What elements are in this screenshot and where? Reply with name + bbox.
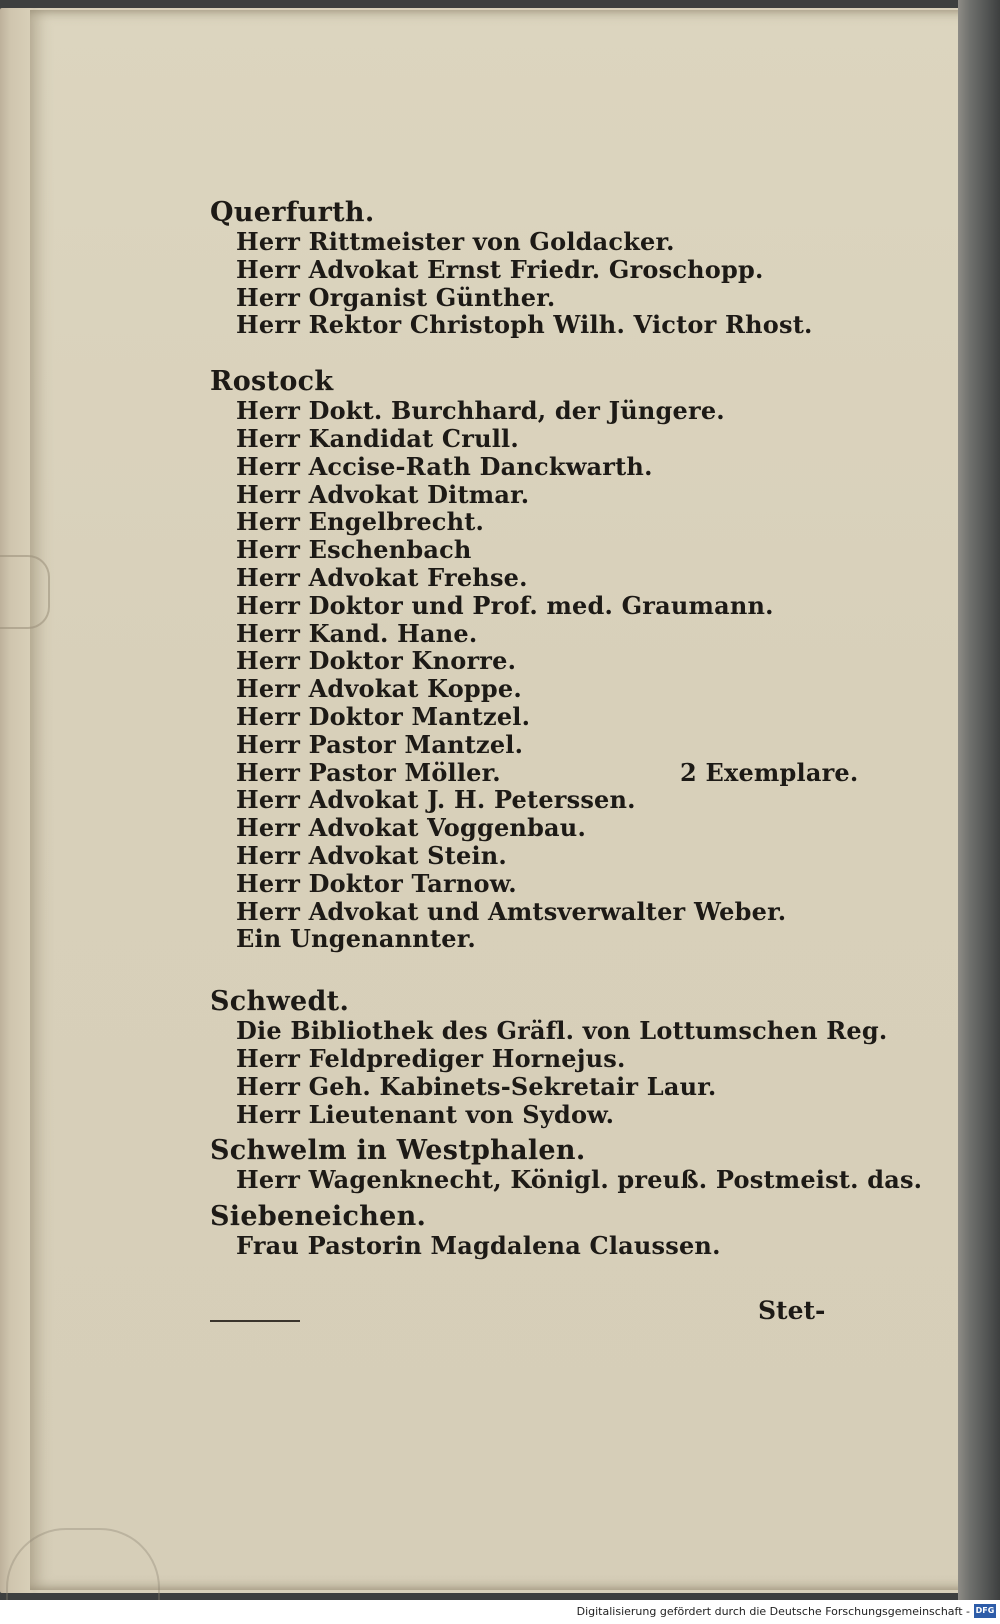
list-item: Herr Feldprediger Hornejus. bbox=[236, 1043, 626, 1073]
list-item: Herr Accise-Rath Danckwarth. bbox=[236, 451, 653, 481]
list-item: Herr Doktor Tarnow. bbox=[236, 868, 517, 898]
list-item: Herr Advokat J. H. Peterssen. bbox=[236, 785, 636, 815]
list-item: Herr Wagenknecht, Königl. preuß. Postmeist. das. bbox=[236, 1165, 923, 1195]
list-item: Herr Advokat Stein. bbox=[236, 840, 507, 870]
town-heading: Schwelm in Westphalen. bbox=[210, 1135, 586, 1167]
list-item: Herr Advokat Ernst Friedr. Groschopp. bbox=[236, 254, 764, 284]
list-item-text: Herr Pastor Möller. bbox=[236, 757, 501, 787]
list-item: Herr Advokat Ditmar. bbox=[236, 479, 530, 509]
list-item: Herr Pastor Mantzel. bbox=[236, 729, 524, 759]
footer-rule bbox=[210, 1320, 300, 1322]
list-item: Herr Advokat Koppe. bbox=[236, 674, 522, 704]
digitization-footer bbox=[0, 1600, 1000, 1624]
list-item: Herr Rittmeister von Goldacker. bbox=[236, 227, 675, 256]
list-item: Herr Engelbrecht. bbox=[236, 507, 485, 537]
catchword: Stet- bbox=[758, 1296, 826, 1325]
list-item-with-note bbox=[210, 759, 870, 787]
town-heading: Querfurth. bbox=[210, 197, 375, 228]
copies-note: 2 Exemplare. bbox=[680, 757, 859, 787]
list-item: Frau Pastorin Magdalena Claussen. bbox=[236, 1231, 721, 1261]
book-binding-edge bbox=[958, 0, 1000, 1600]
list-item: Herr Advokat Frehse. bbox=[236, 562, 528, 592]
list-item: Herr Organist Günther. bbox=[236, 282, 556, 312]
list-item: Herr Kandidat Crull. bbox=[236, 423, 519, 453]
list-item: Herr Rektor Christoph Wilh. Victor Rhost. bbox=[236, 310, 813, 340]
dfg-logo-icon: DFG bbox=[974, 1604, 996, 1618]
page-tab-mark bbox=[0, 555, 50, 629]
funding-notice: Digitalisierung gefördert durch die Deutsche Forschungsgemeinschaft - bbox=[576, 1605, 970, 1618]
town-heading: Siebeneichen. bbox=[210, 1201, 427, 1233]
town-heading: Schwedt. bbox=[210, 986, 350, 1018]
list-item: Herr Doktor und Prof. med. Graumann. bbox=[236, 590, 774, 620]
list-item: Herr Doktor Knorre. bbox=[236, 646, 517, 676]
list-item: Herr Dokt. Burchhard, der Jüngere. bbox=[236, 396, 725, 426]
subscriber-list bbox=[210, 197, 923, 1261]
list-item: Ein Ungenannter. bbox=[236, 924, 476, 954]
list-item: Herr Doktor Mantzel. bbox=[236, 701, 531, 731]
list-item: Die Bibliothek des Gräfl. von Lottumschen Reg. bbox=[236, 1016, 888, 1046]
list-item: Herr Geh. Kabinets-Sekretair Laur. bbox=[236, 1071, 717, 1101]
list-item: Herr Advokat und Amtsverwalter Weber. bbox=[236, 896, 787, 926]
list-item: Herr Kand. Hane. bbox=[236, 618, 478, 648]
list-item: Herr Advokat Voggenbau. bbox=[236, 813, 587, 843]
town-heading: Rostock bbox=[210, 366, 334, 398]
list-item: Herr Lieutenant von Sydow. bbox=[236, 1099, 615, 1129]
list-item: Herr Eschenbach bbox=[236, 535, 472, 565]
